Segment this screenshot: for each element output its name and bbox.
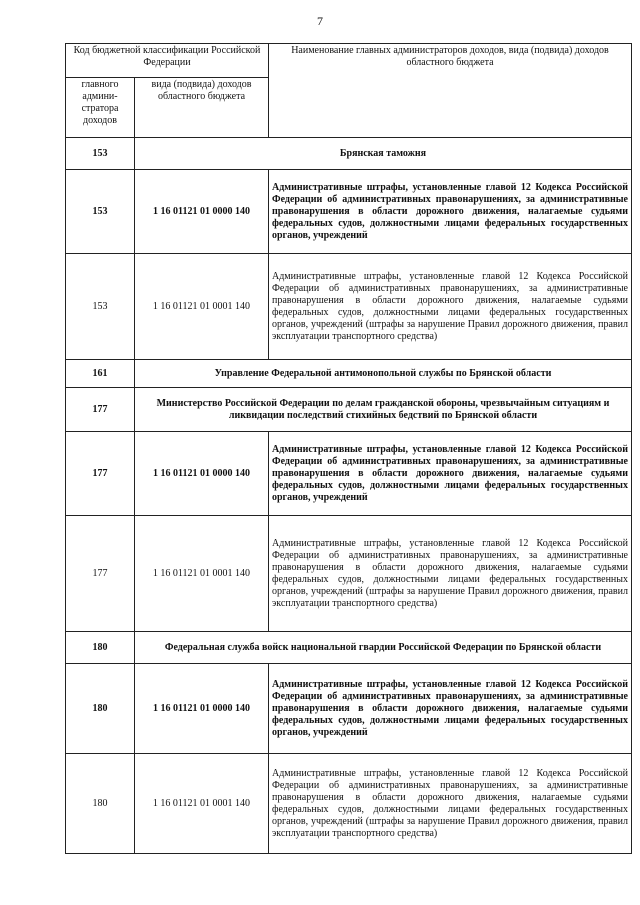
income-name: Административные штрафы, установленные главой 12 Кодекса Российской Федерации об административных правонарушениях, за административные правонарушения в области дорожного движения, налагаемые судьями федеральных судов, должностными лицами федеральных государственных органов, учреждений (штрафы за нарушение Правил дорожного движения, правил эксплуатации транспортного средства) [269, 254, 632, 360]
header-admin: главного админи-стратора доходов [66, 78, 135, 138]
income-code: 1 16 01121 01 0000 140 [135, 432, 269, 516]
admin-row [66, 388, 632, 432]
income-row [66, 432, 632, 516]
income-name: Административные штрафы, установленные главой 12 Кодекса Российской Федерации об административных правонарушениях, за административные правонарушения в области дорожного движения, налагаемые судьями федеральных судов, должностными лицами федеральных государственных органов, учреждений [269, 170, 632, 254]
admin-name: Федеральная служба войск национальной гвардии Российской Федерации по Брянской области [135, 632, 632, 664]
income-name: Административные штрафы, установленные главой 12 Кодекса Российской Федерации об административных правонарушениях, за административные правонарушения в области дорожного движения, налагаемые судьями федеральных судов, должностными лицами федеральных государственных органов, учреждений [269, 664, 632, 754]
income-code: 1 16 01121 01 0001 140 [135, 516, 269, 632]
admin-code: 180 [66, 664, 135, 754]
admin-code: 177 [66, 516, 135, 632]
admin-row [66, 632, 632, 664]
income-code: 1 16 01121 01 0001 140 [135, 254, 269, 360]
income-code: 1 16 01121 01 0000 140 [135, 664, 269, 754]
admin-code: 161 [66, 360, 135, 388]
admin-code: 177 [66, 432, 135, 516]
admin-name: Управление Федеральной антимонопольной службы по Брянской области [135, 360, 632, 388]
admin-code: 153 [66, 138, 135, 170]
page-number: 7 [317, 14, 323, 28]
income-name: Административные штрафы, установленные главой 12 Кодекса Российской Федерации об административных правонарушениях, за административные правонарушения в области дорожного движения, налагаемые судьями федеральных судов, должностными лицами федеральных государственных органов, учреждений [269, 432, 632, 516]
budget-classification-table [65, 43, 632, 854]
admin-code: 180 [66, 754, 135, 854]
income-name: Административные штрафы, установленные главой 12 Кодекса Российской Федерации об административных правонарушениях, за административные правонарушения в области дорожного движения, налагаемые судьями федеральных судов, должностными лицами федеральных государственных органов, учреждений (штрафы за нарушение Правил дорожного движения, правил эксплуатации транспортного средства) [269, 754, 632, 854]
admin-code: 180 [66, 632, 135, 664]
income-name: Административные штрафы, установленные главой 12 Кодекса Российской Федерации об административных правонарушениях, за административные правонарушения в области дорожного движения, налагаемые судьями федеральных судов, должностными лицами федеральных государственных органов, учреждений (штрафы за нарушение Правил дорожного движения, правил эксплуатации транспортного средства) [269, 516, 632, 632]
admin-name: Министерство Российской Федерации по делам гражданской обороны, чрезвычайным ситуациям и ликвидации последствий стихийных бедствий по Брянской области [135, 388, 632, 432]
income-row [66, 516, 632, 632]
admin-name: Брянская таможня [135, 138, 632, 170]
admin-code: 153 [66, 170, 135, 254]
header-code-group: Код бюджетной классификации Российской Федерации [66, 44, 269, 78]
header-income-type: вида (подвида) доходов областного бюджета [135, 78, 269, 138]
admin-row [66, 360, 632, 388]
income-row [66, 754, 632, 854]
income-row [66, 170, 632, 254]
income-row [66, 664, 632, 754]
income-code: 1 16 01121 01 0001 140 [135, 754, 269, 854]
income-row [66, 254, 632, 360]
admin-code: 153 [66, 254, 135, 360]
header-name: Наименование главных администраторов доходов, вида (подвида) доходов областного бюджета [269, 44, 632, 138]
income-code: 1 16 01121 01 0000 140 [135, 170, 269, 254]
admin-row [66, 138, 632, 170]
admin-code: 177 [66, 388, 135, 432]
